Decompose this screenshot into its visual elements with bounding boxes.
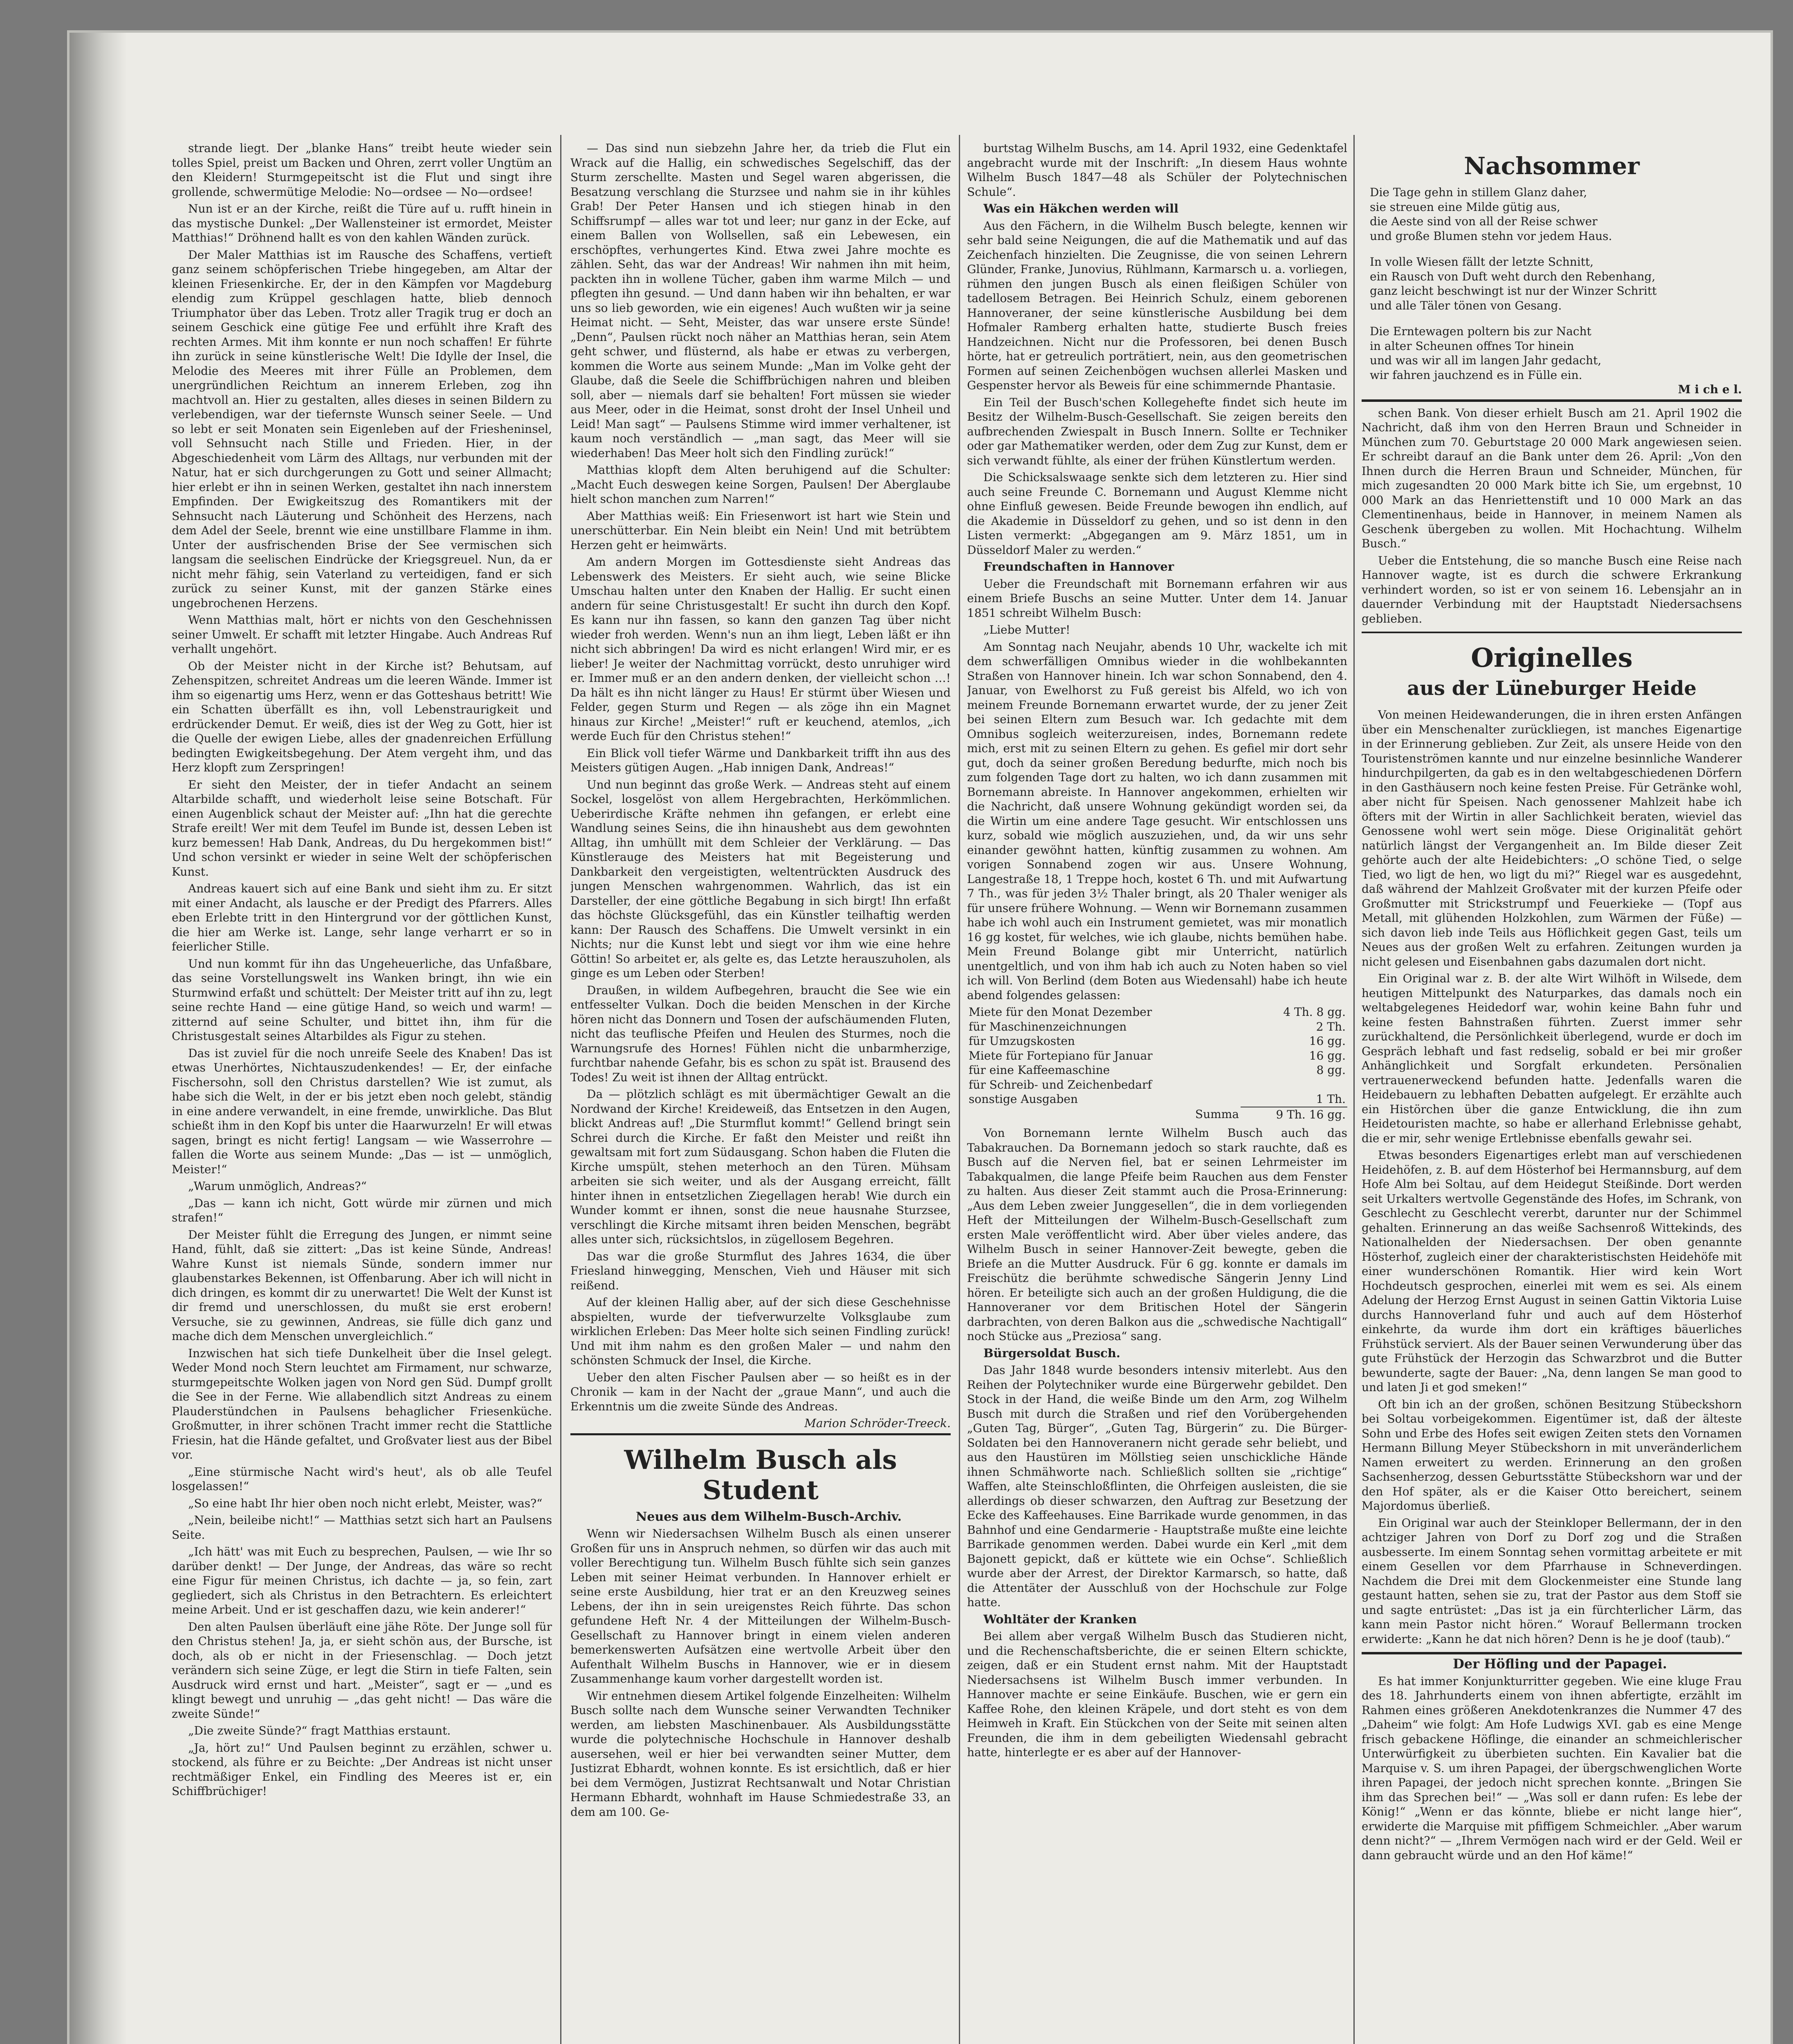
paragraph: „Warum unmöglich, Andreas?“: [188, 1179, 367, 1193]
section-rule: [570, 1433, 951, 1435]
busch-article-continuation: [967, 141, 1347, 199]
column-3: [967, 141, 1347, 2044]
poem-line: ganz leicht beschwingt ist nur der Winzer Schritt: [1370, 284, 1657, 298]
section-heading-freundschaften: Freundschaften in Hannover: [983, 560, 1174, 574]
paragraph: Aus den Fächern, in die Wilhelm Busch belegte, kennen wir sehr bald seine Neigungen, die auf die Mathematik und auf das Zeichenfach hinzielten. Die Zeugnisse, die von seinen Lehrern Glünder, Franke, Junovius, Rühlmann, Karmarsch u. a. vorliegen, rühmen den jungen Busch als einen fleißigen Schüler von tadellosem Betragen. Bei Heinrich Schulz, einem geborenen Hannoveraner, der seine künstlerische Ausbildung bei dem Hofmaler Ramberg erhalten hatte, studierte Busch freies Handzeichnen. Nicht nur die Professoren, bei denen Busch hörte, hat er getreulich porträtiert, nein, aus den geometrischen Formen auf seinen Zeichenbögen wuchsen allerlei Masken und Gespenster hervor als Beweis für eine schimmernde Phantasie.: [967, 219, 1347, 392]
paragraph: „Das — kann ich nicht, Gott würde mir zürnen und mich strafen!“: [172, 1196, 552, 1224]
paragraph: Er sieht den Meister, der in tiefer Andacht an seinem Altarbilde schafft, und wiederholt leise seine Botschaft. Für einen Augenblick schaut der Meister auf: „Ihn hat die gerechte Strafe ereilt! Wer mit dem Teufel im Bunde ist, dessen Leben ist kurz bemessen! Hab Dank, Andreas, du Du hergekommen bist!“ Und schon versinkt er wieder in seine Welt der schöpferischen Kunst.: [172, 778, 552, 879]
expense-amount: 16 gg.: [1309, 1049, 1346, 1062]
expense-item: sonstige Ausgaben: [969, 1092, 1078, 1106]
paragraph: Von Bornemann lernte Wilhelm Busch auch das Tabakrauchen. Da Bornemann jedoch so stark rauchte, daß es Busch auf die Nerven fiel, bat er seinen Lehrmeister im Tabakqualmen, die lange Pfeife beim Rauchen aus dem Fenster zu halten. Aus dieser Zeit stammt auch die Prosa-Erinnerung: „Aus dem Leben zweier Junggesellen“, die in dem vorliegenden Heft der Mitteilungen der Wilhelm-Busch-Gesellschaft zum ersten Male veröffentlicht wird. Aber über vieles andere, das Wilhelm Busch in seiner Hannover-Zeit bewegte, geben die Briefe an die Mutter Ausdruck. Für 6 gg. konnte er damals im Freischütz die berühmte schwedische Sängerin Jenny Lind hören. Er beteiligte sich auch an der großen Huldigung, die die Hannoveraner vor dem Britischen Hotel der Sängerin darbrachten, von deren Balkon aus die „schwedische Nachtigall“ noch Stücke aus „Preziosa“ sang.: [967, 1126, 1347, 1343]
column-divider-2: [959, 135, 960, 2044]
paragraph: Ein Blick voll tiefer Wärme und Dankbarkeit trifft ihn aus des Meisters gütigen Augen. „Hab innigen Dank, Andreas!“: [570, 746, 951, 774]
column-divider-3: [1353, 135, 1355, 2044]
paragraph: Den alten Paulsen überläuft eine jähe Röte. Der Junge soll für den Christus stehen! Ja, ja, er sieht schön aus, der Bursche, ist doch, als ob er nicht in der Friesenschlag. — Doch jetzt verändern sich seine Züge, er legt die Stirn in tiefe Falten, sein Ausdruck wird ernst und hart. „Meister“, sagt er — „und es klingt bewegt und unruhig — „das geht nicht! — Das wäre die zweite Sünde!“: [172, 1620, 552, 1721]
poem-author: M i ch e l.: [1678, 383, 1742, 396]
poem-line: wir fahren jauchzend es in Fülle ein.: [1370, 368, 1582, 382]
paragraph: Auf der kleinen Hallig aber, auf der sich diese Geschehnisse abspielten, wurde der tiefverwurzelte Volksglaube zum wirklichen Erleben: Das Meer holte sich seinen Findling zurück! Und mit ihm nahm es den großen Maler — und nahm den schönsten Schmuck der Insel, die Kirche.: [570, 1295, 951, 1367]
paragraph: Am Sonntag nach Neujahr, abends 10 Uhr, wackelte ich mit dem schwerfälligen Omnibus wieder in die wohlbekannten Straßen von Hannover hinein. Ich war schon Sonnabend, den 4. Januar, von Ewelhorst zu Fuß gereist bis Alfeld, wo ich von meinem Freunde Bornemann erwartet wurde, der zu jener Zeit bei seinen Eltern zum Besuch war. Ich gedachte mit dem Omnibus sogleich weiterzureisen, indes, Bornemann redete mich, erst mit zu seinen Eltern zu gehen. Es gefiel mir dort sehr gut, doch da seiner großen Beredung bedurfte, mich noch bis zum folgenden Tage dort zu halten, wo ich dann zusammen mit Bornemann abreiste. In Hannover angekommen, erhielten wir die Nachricht, daß unsere Wohnung gekündigt worden sei, da die Wirtin um eine andere Tage gesucht. Wir entschlossen uns kurz, sobald wie möglich auszuziehen, und, da wir uns sehr einander gewöhnt hatten, künftig zusammen zu wohnen. Am vorigen Sonnabend zogen wir aus. Unsere Wohnung, Langestraße 18, 1 Treppe hoch, kostet 6 Th. und mit Aufwartung 7 Th., was für jeden 3½ Thaler bringt, als 20 Thaler weniger als für unsere frühere Wohnung. — Wenn wir Bornemann zusammen habe ich wohl auch ein Instrument gemietet, was mir monatlich 16 gg kostet, für welches, wie ich glaube, nichts bemühen habe. Mein Freund Bolange gibt mir Unterricht, natürlich unentgeltlich, und von ihm hab ich auch zu Noten haben so viel ich will. Von Berlind (dem Boten aus Wiedensahl) habe ich heute abend folgendes gelassen:: [967, 640, 1347, 1002]
paragraph: schen Bank. Von dieser erhielt Busch am 21. April 1902 die Nachricht, daß ihm von den Herren Braun und Schneider in München zum 70. Geburtstage 20 000 Mark angewiesen seien. Er schreibt darauf an die Bank unter dem 26. April: „Von den Ihnen durch die Herren Braun und Schneider, München, für mich zugesandten 20 000 Mark bitte ich Sie, um ergebnst, 10 000 Mark an das Henriettenstift und 10 000 Mark an das Clementinenhaus, beide in Hannover, in meinem Namen als Geschenk übergeben zu wollen. Mit Hochachtung. Wilhelm Busch.“: [1362, 406, 1742, 550]
paragraph: Das ist zuviel für die noch unreife Seele des Knaben! Das ist etwas Unerhörtes, Nichtauszudenkendes! — Er, der einfache Fischersohn, soll den Christus darstellen? Wie ist zumut, als habe sich die Welt, in der er bis jetzt eben noch gelebt, ständig in eine andere verwandelt, in eine fremde, unwirkliche. Das Blut schießt ihm in den Kopf bis unter die Haarwurzeln! Er will etwas sagen, bringt es nicht fertig! Langsam — wie Wasserrohre — fallen die Worte aus seinem Munde: „Das — ist — unmöglich, Meister!“: [172, 1046, 552, 1176]
section-rule: [1362, 1652, 1742, 1654]
paragraph: Matthias klopft dem Alten beruhigend auf die Schulter: „Macht Euch deswegen keine Sorgen, Paulsen! Der Aberglaube hielt schon manchen zum Narren!“: [570, 463, 951, 506]
hoefling-headline: Der Höfling und der Papagei.: [1453, 1656, 1667, 1672]
poem-line: Die Tage gehn in stillem Glanz daher,: [1370, 186, 1587, 199]
story-signature: Marion Schröder-Treeck.: [804, 1416, 951, 1430]
paragraph: Bei allem aber vergaß Wilhelm Busch das Studieren nicht, und die Rechenschaftsberichte, die er seinen Eltern schickte, zeigen, daß er ein Student ernst nahm. Mit der Hauptstadt Niedersachsens ist Wilhelm Busch immer verbunden. In Hannover machte er seine Einkäufe. Buschen, wie er gern ein Kaffee Rohe, den kleinen Kräpele, und dort steht es von dem Heimweh in Kraft. Ein Stückchen von der Seite mit seinen alten Freunden, die ihm in dem gebeiligten Wiedensahl gebracht hatte, hinterlegte er es aber auf der Hannover-: [967, 1629, 1347, 1759]
poem-title: Nachsommer: [1464, 152, 1640, 180]
paragraph: „Liebe Mutter!: [983, 623, 1070, 637]
section-heading-wohltaeter: Wohltäter der Kranken: [983, 1612, 1137, 1626]
busch-article-end: [1362, 406, 1742, 626]
column-1: [172, 141, 552, 2044]
expense-amount: 2 Th.: [1316, 1020, 1346, 1033]
paragraph: Das war die große Sturmflut des Jahres 1634, die über Friesland hinwegging, Menschen, Vieh und Häuser mit sich reißend.: [570, 1249, 951, 1292]
section-heading-buergersoldat: Bürgersoldat Busch.: [983, 1346, 1120, 1360]
paragraph: Es hat immer Konjunkturritter gegeben. Wie eine kluge Frau des 18. Jahrhunderts einem von ihnen abfertigte, erzählt im Rahmen eines größeren Anekdotenkranzes die Nummer 47 des „Daheim“ wie folgt: Am Hofe Ludwigs XVI. gab es eine Menge frisch gebackene Höflinge, die einander an schmeichlerischer Unterwürfigkeit zu überbieten suchten. Ein Kavalier bat die Marquise v. S. um ihren Papagei, der übergschwenglichen Worte ihren Papagei, der jedoch nicht sprechen konnte. „Bringen Sie ihm das Sprechen bei!“ — „Was soll er dann rufen: Es lebe der König!“ „Wenn er das könnte, bliebe er nicht lange hier“, erwiderte die Marquise mit pfiffigem Schmeichler. „Aber warum denn nicht?“ — „Ihrem Vermögen nach wird er der Geld. Weil er dann gebraucht würde und an den Hof käme!“: [1362, 1674, 1742, 1862]
expense-total-label: Summa: [1195, 1107, 1239, 1121]
paragraph: Oft bin ich an der großen, schönen Besitzung Stübeckshorn bei Soltau vorbeigekommen. Eigentümer ist, daß der älteste Sohn und Erbe des Hofes seit ewigen Zeiten stets den Vornamen Hermann Billung Meyer Stübeckshorn in mit unveränderlichem Namen erweitert zu werden. Erinnerung an den großen Sachsenherzog, dessen Geburtsstätte Stübeckshorn war und der den Hof später, als er die Kaiser Otto bereichert, seinem Majordomus überließ.: [1362, 1397, 1742, 1513]
paragraph: Ein Teil der Busch'schen Kollegehefte findet sich heute im Besitz der Wilhelm-Busch-Gesellschaft. Sie zeigen bereits den aufbrechenden Zwiespalt in Busch Innern. Sollte er Techniker oder gar Mathematiker werden, oder dem Zug zur Kunst, dem er sich verwandt fühlte, als einer der frühen Künstlertum werden.: [967, 395, 1347, 467]
paragraph: Ob der Meister nicht in der Kirche ist? Behutsam, auf Zehenspitzen, schreitet Andreas um die leeren Wände. Immer ist ihm so eigenartig ums Herz, wenn er das Gotteshaus betritt! Wie ein Schatten überfällt es ihn, voll Lebenstraurigkeit und erdrückender Demut. Er weiß, dies ist der Weg zu Gott, hier ist die Quelle der ewigen Liebe, alles der gnadenreichen Erfüllung bedingten Ewigkeitsbegehung. Der Atem vergeht ihm, und das Herz klopft zum Zerspringen!: [172, 659, 552, 774]
expense-amount: 4 Th. 8 gg.: [1283, 1005, 1346, 1019]
expense-amount: 8 gg.: [1316, 1063, 1346, 1077]
expense-row: [967, 1078, 1347, 1092]
poem-line: In volle Wiesen fällt der letzte Schnitt,: [1370, 255, 1594, 269]
paragraph: „Ja, hört zu!“ Und Paulsen beginnt zu erzählen, schwer u. stockend, als führe er zu Beichte: „Der Andreas ist nicht unser rechtmäßiger Enkel, ein Findling des Meeres ist er, ein Schiffbrüchiger!: [172, 1741, 552, 1798]
paragraph: Der Maler Matthias ist im Rausche des Schaffens, vertieft ganz seinem schöpferischen Triebe hingegeben, am Altar der kleinen Friesenkirche. Er, der in den Kämpfen vor Magdeburg elendig zum Krüppel geschlagen hatte, blieb dennoch Triumphator über das Leben. Trotz aller Tragik trug er doch an seinem Geschick eine gütige Fee und erfühlt ihre Kraft des rechten Armes. Mit ihm konnte er nun noch schaffen! Er führte ihn zurück in seine künstlerische Welt! Die Idylle der Insel, die Melodie des Meeres mit ihrer Fülle an Problemen, dem unergründlichen Reichtum an innerem Erleben, zog ihn machtvoll an. Hier zu gestalten, alles dieses in seinen Bildern zu verlebendigen, war der tiefernste Wunsch seiner Seele. — Und so lebt er seit Monaten sein Eigenleben auf der Friesheninsel, voll Sehnsucht nach Stille und Frieden. Hier, in der Abgeschiedenheit vom Lärm des Alltags, nur verbunden mit der Natur, hat er sich durchgerungen zu Gott und seiner Allmacht; hier erlebt er ihn in seinen Werken, gestaltet ihn nach innerstem Empfinden. Der Ewigkeitszug des Romantikers mit der Sehnsucht nach Läuterung und Schönheit des Herzens, nach dem Adel der Seele, brennt wie eine unstillbare Flamme in ihm. Unter der ausfrischenden Brise der See vermischen sich langsam die seelischen Eindrücke der Kriegsgreuel. Nun, da er nicht mehr fähig, sein Vaterland zu verteidigen, fand er sich zurück zu seiner Kunst, mit der ganzen Stärke eines ungebrochenen Herzens.: [172, 248, 552, 610]
paragraph: Der Meister fühlt die Erregung des Jungen, er nimmt seine Hand, fühlt, daß sie zittert: „Das ist keine Sünde, Andreas! Wahre Kunst ist niemals Sünde, sondern immer nur glaubenstarkes Bekennen, ist Offenbarung. Aber ich will nicht in dich dringen, es kommt dir zu unerwartet! Die Welt der Kunst ist dir fremd und unerschlossen, du mußt sie erst erobern! Versuche, sie zu gewinnen, Andreas, sie fülle dich ganz und mache dich dem Menschen unvergleichlich.“: [172, 1228, 552, 1343]
paragraph: Das Jahr 1848 wurde besonders intensiv miterlebt. Aus den Reihen der Polytechniker wurde eine Bürgerwehr gebildet. Den Stock in der Hand, die weiße Binde um den Arm, zog Wilhelm Busch mit durch die Straßen und rief den Vorübergehenden „Guten Tag, Bürger“, „Guten Tag, Bürgerin“ zu. Die Bürger-Soldaten bei den Hannoveranern nicht gerade sehr beliebt, und aus den Haustüren im Möllstieg seien unschickliche Hände ihnen Schmähworte nach. Schließlich sollten sie „richtige“ Waffen, alte Steinschloßflinten, die Ohrfeigen ausleisten, die sie allerdings ob dieser schwarzen, den Auftrag zur Besetzung der Ecke des Kaffeehauses. Eine Barrikade wurde genommen, in das Bahnhof und eine Gendarmerie - Hauptstraße mußte eine leichte Barrikade genommen werden. Dabei wurde ein Kerl „mit dem Bajonett gepickt, daß er küttete wie ein Ochse“. Schließlich wurde aber der Arrest, der Direktor Karmarsch, so hatte, daß die Attentäter der Ausschluß von der Hochschule zur Folge hatte.: [967, 1363, 1347, 1609]
section-freundschaften-cont: [967, 1126, 1347, 1344]
column-4: [1362, 141, 1742, 2044]
paragraph: Aber Matthias weiß: Ein Friesenwort ist hart wie Stein und unerschütterbar. Ein Nein bleibt ein Nein! Und mit betrübtem Herzen geht er heimwärts.: [570, 509, 951, 552]
paragraph: „Die zweite Sünde?“ fragt Matthias erstaunt.: [188, 1724, 451, 1737]
poem-line: die Aeste sind von all der Reise schwer: [1370, 215, 1598, 228]
paragraph: Und nun kommt für ihn das Ungeheuerliche, das Unfaßbare, das seine Vorstellungswelt ins Wanken bringt, ihn wie ein Sturmwind erfaßt und schüttelt: Der Meister tritt auf ihn zu, legt seine rechte Hand — eine gütige Hand, so weich und warm! — zitternd auf seine Schulter, und bittet ihn, ihm für die Christusgestalt seines Altarbildes als Figur zu stehen.: [172, 957, 552, 1043]
expense-row: [967, 1034, 1347, 1049]
expense-item: für Schreib- und Zeichenbedarf: [969, 1078, 1152, 1091]
wilhelm-busch-subheadline: Neues aus dem Wilhelm-Busch-Archiv.: [635, 1509, 902, 1524]
poem-line: und alle Täler tönen von Gesang.: [1370, 298, 1562, 312]
expense-item: für Maschinenzeichnungen: [969, 1020, 1127, 1033]
expense-amount: 1 Th.: [1316, 1092, 1346, 1106]
hoefling-article: [1362, 1674, 1742, 1863]
paragraph: Ein Original war auch der Steinkloper Bellermann, der in den achtziger Jahren von Dorf zu Dorf zog und die Straßen ausbesserte. Im einem Sonntag sehen vormittag arbeitete er mit einem Gesellen vor dem Pfarrhause in Schneverdingen. Nachdem die Drei mit dem Glockenmeister eine Stunde lang gestaunt hatten, sehen sie zu, trat der Pastor aus dem Stoff sie und sagte entrüstet: „Das ist ja ein fürchterlicher Lärm, das kann mein Pastor nicht hören.“ Worauf Bellermann trocken erwiderte: „Kann he dat nich hören? Denn is he je doof (taub).“: [1362, 1516, 1742, 1646]
paragraph: „So eine habt Ihr hier oben noch nicht erlebt, Meister, was?“: [188, 1496, 543, 1510]
section-rule: [1362, 632, 1742, 633]
paragraph: Wenn Matthias malt, hört er nichts von den Geschehnissen seiner Umwelt. Er schafft mit letzter Hingabe. Auch Andreas Ruf verhallt ungehört.: [172, 613, 552, 656]
expense-total-row: [967, 1107, 1347, 1122]
expense-item: Miete für Fortepiano für Januar: [969, 1049, 1153, 1062]
paragraph: — Das sind nun siebzehn Jahre her, da trieb die Flut ein Wrack auf die Hallig, ein schwedisches Segelschiff, das der Sturm zerschellte. Masten und Segel waren abgerissen, die Besatzung verschlang die Sturzsee und nahm sie in ihr kühles Grab! Der Peter Hansen und ich stiegen hinab in den Schiffsrumpf — alles war tot und leer; nur ganz in der Ecke, auf einem Ballen von Wollsellen, saß ein Lebewesen, ein erschöpftes, verhungertes Kind. Etwa zwei Jahre mochte es zählen. Seht, das war der Andreas! Wir nahmen ihn mit heim, packten ihn in wollene Tücher, gaben ihm warme Milch — und pflegten ihn gesund. — Und dann haben wir ihn behalten, er war uns so lieb geworden, wie ein eigenes! Auch wußten wir ja seine Heimat nicht. — Seht, Meister, das war unsere erste Sünde! „Denn“, Paulsen rückt noch näher an Matthias heran, sein Atem geht schwer, und flüsternd, als habe er etwas zu verbergen, kommen die Worte aus seinem Munde: „Man im Volke geht der Glaube, daß die Seele die Schiffbrüchigen nahren und bleiben soll, aber — niemals darf sie behalten! Fort müssen sie wieder aus Meer, oder in die Heimat, sonst droht der Insel Unheil und Leid! Man sagt“ — Paulsens Stimme wird immer verhaltener, ist kaum noch verständlich — „man sagt, das Meer will sie wiederhaben! Das Meer holt sich den Findling zurück!“: [570, 141, 951, 460]
paragraph: Da — plötzlich schlägt es mit übermächtiger Gewalt an die Nordwand der Kirche! Kreideweiß, das Entsetzen in den Augen, blickt Andreas auf! „Die Sturmflut kommt!“ Gellend bringt sein Schrei durch die Kirche. Er faßt den Meister und reißt ihn gewaltsam mit fort zum Südausgang. Schon haben die Fluten die Kirche umspült, stehen meterhoch an den Türen. Mühsam arbeiten sie sich weiter, und als der Ausgang erreicht, fällt hinter ihnen in entsetzlichen Ziegellagen herab! Wie durch ein Wunder kommt er ihnen, sonst die neue hausnahe Sturzsee, verschlingt die Kirche mitsamt ihren beiden Menschen, begräbt alles unter sich, rücksichtslos, in zügellosem Begehren.: [570, 1087, 951, 1246]
section-freundschaften: [967, 577, 1347, 1003]
paragraph: Ueber die Entstehung, die so manche Busch eine Reise nach Hannover wagte, ist es durch die schwere Erkrankung verhindert worden, so ist er von seinem 16. Lebensjahr an in dauernder Verbindung mit der Hauptstadt Niedersachsens geblieben.: [1362, 554, 1742, 625]
section-rule: [1362, 399, 1742, 402]
expense-amount: [1241, 1078, 1347, 1092]
page-binding-shadow: [70, 33, 127, 2044]
paragraph: Etwas besonders Eigenartiges erlebt man auf verschiedenen Heidehöfen, z. B. auf dem Hösterhof bei Hermannsburg, auf dem Hofe Alm bei Soltau, auf dem Heidegut Steißinde. Dort werden seit Urkalters wertvolle Gegenstände des Hofes, im Schrank, von Geschlecht zu Geschlecht vererbt, darunter nur der Schimmel gehalten. Erinnerung an das weiße Sachsenroß Wittekinds, des Nationalhelden der Niedersachsen. Der oben genannte Hösterhof, zugleich einer der charakteristischsten Heidehöfe mit einer wunderschönen Romantik. Hier wird kein Wort Hochdeutsch gesprochen, einerlei mit wem es sei. Als einem Adelung der Herzog Ernst August in seinen Gattin Viktoria Luise durchs Hannoverland fuhr und auch auf dem Hösterhof einkehrte, da wurde ihm dort ein kräftiges bäuerliches Frühstück serviert. Als der Bauer seinen Verwunderung über das gute Frühstück der Herzogin das Schwarzbrot und die Butter bewunderte, sagte der Bauer: „Na, denn langen Se man good to und laten Ji et god smeken!“: [1362, 1148, 1742, 1394]
expense-item: für eine Kaffeemaschine: [969, 1063, 1110, 1077]
expense-amount: 16 gg.: [1309, 1034, 1346, 1048]
paragraph: Und nun beginnt das große Werk. — Andreas steht auf einem Sockel, losgelöst von allem Hergebrachten, Herkömmlichen. Ueberirdische Kräfte nehmen ihn gefangen, er erlebt eine Wandlung seines Seins, die ihn hinaushebt aus dem gewohnten Alltag, ihn umhüllt mit dem Schleier der Verklärung. — Das Künstlerauge des Meisters hat mit Begeisterung und Dankbarkeit den vergeistigten, weltentrückten Ausdruck des jungen Menschen wahrgenommen. Wahrlich, das ist ein Darsteller, der eine göttliche Begabung in sich birgt! Ihn erfaßt das höchste Glücksgefühl, das ein Künstler teilhaftig werden kann: Der Rausch des Schaffens. Die Umwelt versinkt in ein Nichts; nur die Kunst lebt und siegt vor ihm wie eine hehre Göttin! So arbeitet er, als gelte es, das Letzte herauszuholen, als ginge es um Leben oder Sterben!: [570, 778, 951, 980]
expense-row: [967, 1063, 1347, 1078]
stanza-gap: [1362, 243, 1742, 255]
poem-body: [1362, 185, 1742, 382]
paragraph: Am andern Morgen im Gottesdienste sieht Andreas das Lebenswerk des Meisters. Er sieht auch, wie seine Blicke Umschau halten unter den Knaben der Hallig. Er sucht einen andern für seine Christusgestalt! Er sucht ihn durch den Kopf. Es kann nur ihn fassen, so kann den ganzen Tag über nicht wieder froh werden. Wenn's nun an ihm liegt, Leben läßt er ihn nicht sich abbringen! Da wird es nicht erlangen! Wird mir, er es lieber! Je weiter der Nachmittag vorrückt, desto unruhiger wird er. Immer muß er an den andern denken, der vielleicht schon …! Da hält es ihn nicht länger zu Haus! Er stürmt über Wiesen und Felder, gegen Sturm und Regen — als zöge ihn ein Magnet hinaus zur Kirche! „Meister!“ ruft er keuchend, atemlos, „ich werde Euch für den Christus stehen!“: [570, 555, 951, 743]
paragraph: „Ich hätt' was mit Euch zu besprechen, Paulsen, — wie Ihr so darüber denkt! — Der Junge, der Andreas, das wäre so recht eine Figur für meinen Christus, ich dachte — ja, so fein, zart gegliedert, sich als Christus in den Betrachtern. Es erleichtert meine Arbeit. Und er ist geschaffen dazu, wie kein anderer!“: [172, 1545, 552, 1616]
stanza-gap: [1362, 313, 1742, 324]
paragraph: Von meinen Heidewanderungen, die in ihren ersten Anfängen über ein Menschenalter zurückliegen, ist manches Eigenartige in der Erinnerung geblieben. Zur Zeit, als unsere Heide von den Touristenströmen kannte und nur einzelne besinnliche Wanderer hindurchpilgerten, da gab es in den weltabgeschiedenen Dörfern in den Gasthäusern noch keine festen Preise. Für Getränke wohl, aber nicht für Speisen. Nach genossener Mahlzeit habe ich öfters mit der Wirtin in aller Sachlichkeit beraten, wieviel das Genossene wohl wert sein möge. Diese Originalität gehört natürlich längst der Vergangenheit an. Im Bilde dieser Zeit gehörte auch der alte Heidebichters: „O schöne Tied, o selge Tied, wo ligt de hen, wo ligt du mi?“ Riegel war es ausgedehnt, daß während der Mahlzeit Großvater mit der kurzen Pfeife oder Großmutter mit Strickstrumpf und Feuerkieke — (Topf aus Metall, mit glühenden Holzkohlen, zum Wärmen der Füße) — sich davon lieb inde Teils aus Höflichkeit gegen Gast, teils um Neues aus der großen Welt zu erfahren. Zeitungen wurden ja nicht gelesen und Eisenbahnen gabs dazumalen dort nicht.: [1362, 708, 1742, 968]
paragraph: Wir entnehmen diesem Artikel folgende Einzelheiten: Wilhelm Busch sollte nach dem Wunsche seiner Verwandten Techniker werden, am liebsten Maschinenbauer. Als Ausbildungsstätte wurde die polytechnische Hochschule in Hannover deshalb ausersehen, weil er hier bei verwandten seiner Mutter, dem Justizrat Ebhardt, wohnen konnte. Es ist ersichtlich, daß er hier bei dem Vermögen, Justizrat Rechtsanwalt und Notar Christian Hermann Ebhardt, wohnhaft im Hause Schmiedestraße 33, an dem am 100. Ge-: [570, 1689, 951, 1819]
originelles-article: [1362, 708, 1742, 1646]
originelles-headline: Originelles: [1471, 643, 1633, 673]
expense-item: Miete für den Monat Dezember: [969, 1005, 1152, 1019]
section-buergersoldat: [967, 1363, 1347, 1610]
poem-line: in alter Scheunen offnes Tor hinein: [1370, 339, 1574, 353]
paragraph: Die Schicksalswaage senkte sich dem letzteren zu. Hier sind auch seine Freunde C. Bornemann und August Klemme nicht ohne Einfluß gewesen. Beide Freunde bewogen ihn endlich, auf die Akademie in Düsseldorf zu gehen, und so ist denn in den Listen vermerkt: „Abgegangen am 9. März 1851, um in Düsseldorf Maler zu werden.“: [967, 471, 1347, 557]
poem-line: ein Rausch von Duft weht durch den Rebenhang,: [1370, 269, 1656, 283]
expense-row: [967, 1020, 1347, 1034]
paragraph: Draußen, in wildem Aufbegehren, braucht die See wie ein entfesselter Vulkan. Doch die beiden Menschen in der Kirche hören nicht das Donnern und Tosen der aufschäumenden Fluten, nicht das teuflische Pfeifen und Heulen des Sturmes, noch die Warnungsrufe des Hornes! Fühlen nicht die unbarmherzige, furchtbar nahende Gefahr, bis es schon zu spät ist. Brausend des Todes! Zu weit ist ihnen der Alltag entrückt.: [570, 983, 951, 1084]
originelles-subheadline: aus der Lüneburger Heide: [1407, 677, 1697, 700]
paragraph: burtstag Wilhelm Buschs, am 14. April 1932, eine Gedenktafel angebracht wurde mit der Inschrift: „In diesem Haus wohnte Wilhelm Busch 1847—48 als Schüler der Polytechnischen Schule“.: [967, 141, 1347, 199]
poem-line: und was wir all im langen Jahr gedacht,: [1370, 354, 1602, 367]
poem-line: und große Blumen stehn vor jedem Haus.: [1370, 229, 1612, 243]
paragraph: Nun ist er an der Kirche, reißt die Türe auf u. rufft hinein in das mystische Dunkel: „Der Wallensteiner ist ermordet, Meister Matthias!“ Dröhnend hallt es von den kahlen Wänden zurück.: [172, 202, 552, 244]
section-heading-haekchen: Was ein Häkchen werden will: [983, 202, 1179, 215]
expense-row: [967, 1049, 1347, 1063]
wilhelm-busch-article: [570, 1526, 951, 1819]
expense-item: für Umzugskosten: [969, 1034, 1075, 1048]
poem-line: Die Erntewagen poltern bis zur Nacht: [1370, 325, 1591, 338]
paragraph: Inzwischen hat sich tiefe Dunkelheit über die Insel gelegt. Weder Mond noch Stern leuchtet am Firmament, nur schwarze, sturmgepeitschte Wolken jagen von Nord gen Süd. Dumpf grollt die See in der Ferne. Wie allabendlich sitzt Andreas zu einem Plauderstündchen in Paulsens behaglicher Friesenküche. Großmutter, in ihrer schönen Tracht immer recht die Stattliche Friesin, hat die Hände gefaltet, und Großvater liest aus der Bibel vor.: [172, 1346, 552, 1461]
poem-line: sie streuen eine Milde gütig aus,: [1370, 200, 1560, 214]
paragraph: Ueber den alten Fischer Paulsen aber — so heißt es in der Chronik — kam in der Nacht der „graue Mann“, und auch die Erkenntnis um die zweite Sünde des Andreas.: [570, 1370, 951, 1413]
section-wohltaeter: [967, 1629, 1347, 1760]
expense-row: [967, 1092, 1347, 1107]
column-2: [570, 141, 951, 2044]
section-haekchen: [967, 219, 1347, 558]
paragraph: Ein Original war z. B. der alte Wirt Wilhöft in Wilsede, dem heutigen Mittelpunkt des Naturparkes, das damals noch ein weltabgelegenes Heidedorf war, wohin keine Bahn fuhr und keine festen Bahnstraßen führten. Zuerst immer sehr zurückhaltend, die Persönlichkeit überlegend, wurde er doch im Gespräch lebhaft und fast redselig, sobald er bei mir großer Anhänglichkeit und Sorgfalt erkundeten. Persönalien vertrauenerweckend befunden hatte. Jedenfalls waren die Heidebauern zu lebhaften Debatten aufgelegt. Er erzählte auch ein Histörchen über die ganze Entwicklung, die ihn zum Heidetouristen machte, so habe er allerhand Erlebnisse gehabt, die er mir, sehr wenige Ertlebnisse ebenfalls gewahr sei.: [1362, 972, 1742, 1145]
expense-list: [967, 1005, 1347, 1122]
paragraph: „Nein, beileibe nicht!“ — Matthias setzt sich hart an Paulsens Seite.: [172, 1513, 552, 1542]
paragraph: strande liegt. Der „blanke Hans“ treibt heute wieder sein tolles Spiel, preist um Backen und Ohren, zerrt voller Ungtüm an den Kleidern! Sturmgepeitscht ist die Flut und singt ihre grollende, schwermütige Melodie: No—ordsee — No—ordsee!: [172, 141, 552, 199]
story-continuation: [570, 141, 951, 1414]
expense-row: [967, 1005, 1347, 1020]
expense-total: 9 Th. 16 gg.: [1241, 1107, 1347, 1122]
wilhelm-busch-headline: Wilhelm Busch als Student: [624, 1444, 897, 1506]
paragraph: Wenn wir Niedersachsen Wilhelm Busch als einen unserer Großen für uns in Anspruch nehmen, so dürfen wir das auch mit voller Berechtigung tun. Wilhelm Busch fühlte sich sein ganzes Leben mit seiner Heimat verbunden. In Hannover erhielt er seine erste Ausbildung, hier trat er an den Kreuzweg seines Lebens, der ihn in sein ureigenstes Reich führte. Das schon gefundene Heft Nr. 4 der Mitteilungen der Wilhelm-Busch-Gesellschaft zu Hannover bringt in einem vielen anderen bemerkenswerten Aufsätzen eine wertvolle Arbeit über den Aufenthalt Wilhelm Buschs in Hannover, wie er in diesem Zusammenhange kaum vorher dargestellt worden ist.: [570, 1527, 951, 1685]
column-divider-1: [560, 135, 561, 2044]
paragraph: Ueber die Freundschaft mit Bornemann erfahren wir aus einem Briefe Buschs an seine Mutter. Unter dem 14. Januar 1851 schreibt Wilhelm Busch:: [967, 577, 1347, 620]
paragraph: „Eine stürmische Nacht wird's heut', als ob alle Teufel losgelassen!“: [172, 1465, 552, 1493]
paragraph: Andreas kauert sich auf eine Bank und sieht ihm zu. Er sitzt mit einer Andacht, als lausche er der Predigt des Pfarrers. Alles eben Erlebte tritt in den Hintergrund vor der göttlichen Kunst, die hier am Werke ist. Lange, sehr lange verharrt er so in feierlicher Stille.: [172, 882, 552, 953]
